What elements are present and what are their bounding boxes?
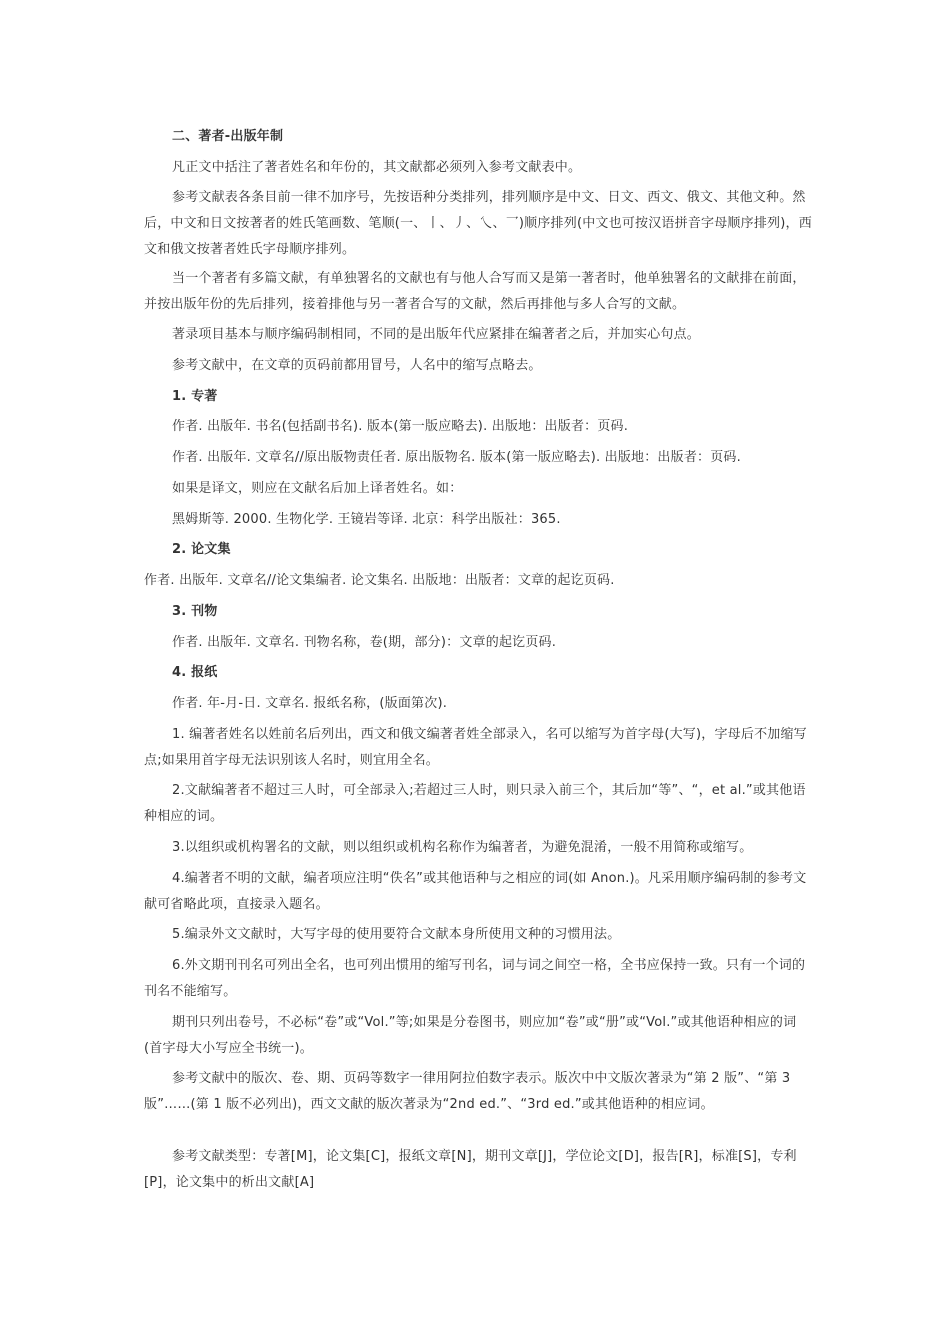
format-newspaper: 作者. 年-月-日. 文章名. 报纸名称，(版面第次). [172, 696, 448, 711]
note-1-author-names: 1. 编著者姓名以姓前名后列出，西文和俄文编著者姓全部录入，名可以缩写为首字母(大写)，字母后不加缩写点;如果用首字母无法识别该人名时，则宜用全名。 [144, 727, 807, 768]
subheading-monograph: 1. 专著 [172, 389, 218, 404]
note-volume-rule: 期刊只列出卷号，不必标“卷”或“Vol.”等;如果是分卷图书，则应加“卷”或“册”或“Vol.”或其他语种相应的词(首字母大小写应全书统一)。 [144, 1015, 797, 1056]
paragraph-entry-items: 著录项目基本与顺序编码制相同，不同的是出版年代应紧排在编著者之后，并加实心句点。 [172, 327, 701, 342]
subheading-proceedings: 2. 论文集 [172, 542, 231, 557]
translation-example: 黑姆斯等. 2000. 生物化学. 王镜岩等译. 北京：科学出版社：365. [172, 512, 561, 527]
subheading-periodical: 3. 刊物 [172, 604, 218, 619]
paragraph-citation-rule: 凡正文中括注了著者姓名和年份的，其文献都必须列入参考文献表中。 [172, 160, 582, 175]
note-4-anonymous-author: 4.编著者不明的文献，编者项应注明“佚名”或其他语种与之相应的词(如 Anon.)。凡采用顺序编码制的参考文献可省略此项，直接录入题名。 [144, 871, 807, 912]
translation-note: 如果是译文，则应在文献名后加上译者姓名。如： [172, 481, 463, 496]
paragraph-ordering-rule: 参考文献表各条目前一律不加序号，先按语种分类排列，排列顺序是中文、日文、西文、俄文、其他文种。然后，中文和日文按著者的姓氏笔画数、笔顺(一、丨、丿、乀、乛)顺序排列(中文也可按汉语拼音字母顺序排列)，西文和俄文按著者姓氏字母顺序排列。 [144, 190, 812, 257]
note-3-organization-author: 3.以组织或机构署名的文献，则以组织或机构名称作为编著者，为避免混淆，一般不用简称或缩写。 [172, 840, 753, 855]
subheading-newspaper: 4. 报纸 [172, 665, 218, 680]
note-edition-numbers: 参考文献中的版次、卷、期、页码等数字一律用阿拉伯数字表示。版次中中文版次著录为“第 2 版”、“第 3 版”……(第 1 版不必列出)，西文文献的版次著录为“2nd ed.”、“3rd ed.”或其他语种的相应词。 [144, 1071, 791, 1112]
note-document-types: 参考文献类型：专著[M]，论文集[C]，报纸文章[N]，期刊文章[J]，学位论文[D]，报告[R]，标准[S]，专利[P]，论文集中的析出文献[A] [144, 1149, 797, 1190]
paragraph-colon-rule: 参考文献中，在文章的页码前都用冒号，人名中的缩写点略去。 [172, 358, 542, 373]
format-monograph: 作者. 出版年. 书名(包括副书名). 版本(第一版应略去). 出版地：出版者：页码. [172, 419, 629, 434]
note-6-journal-abbreviation: 6.外文期刊刊名可列出全名，也可列出惯用的缩写刊名，词与词之间空一格，全书应保持一致。只有一个词的刊名不能缩写。 [144, 958, 806, 999]
format-proceedings: 作者. 出版年. 文章名//论文集编者. 论文集名. 出版地：出版者：文章的起讫页码. [144, 573, 615, 588]
format-monograph-article: 作者. 出版年. 文章名//原出版物责任者. 原出版物名. 版本(第一版应略去). 出版地：出版者：页码. [172, 450, 741, 465]
format-periodical: 作者. 出版年. 文章名. 刊物名称，卷(期，部分)：文章的起讫页码. [172, 635, 557, 650]
section-heading: 二、著者-出版年制 [172, 129, 284, 144]
paragraph-multiple-works: 当一个著者有多篇文献，有单独署名的文献也有与他人合写而又是第一著者时，他单独署名的文献排在前面，并按出版年份的先后排列，接着排他与另一著者合写的文献，然后再排他与多人合写的文献。 [144, 271, 806, 312]
note-2-author-count: 2.文献编著者不超过三人时，可全部录入;若超过三人时，则只录入前三个，其后加“等”、“，et al.”或其他语种相应的词。 [144, 783, 806, 824]
note-5-capitalization: 5.编录外文文献时，大写字母的使用要符合文献本身所使用文种的习惯用法。 [172, 927, 621, 942]
